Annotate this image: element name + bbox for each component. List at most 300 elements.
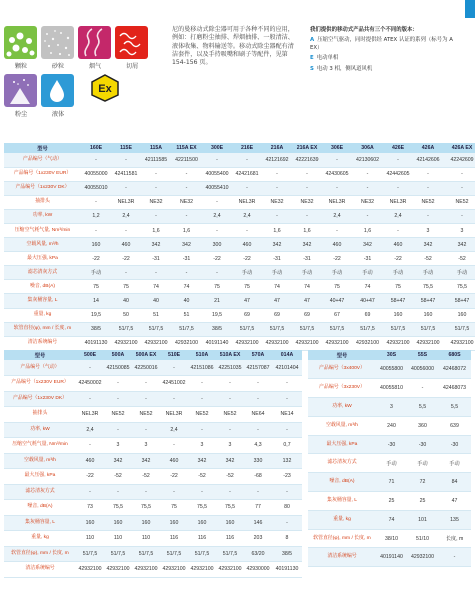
row-label: 产品编号（1x230V EUR） [4, 167, 81, 181]
table-cell: 47 [292, 294, 322, 308]
sand-icon [41, 26, 74, 59]
table-cell: 42932100 [132, 562, 160, 578]
table-cell: - [383, 181, 413, 195]
table-cell: -22 [160, 469, 188, 485]
table-cell: - [141, 181, 171, 195]
table-cell: 330 [244, 453, 272, 469]
table-cell: 42157087 [244, 360, 272, 376]
table-row [308, 529, 471, 548]
table-cell: - [244, 376, 272, 392]
row-label: 产品编号（3x230V） [308, 379, 376, 398]
table-cell: - [104, 422, 132, 438]
table-cell: 手动 [383, 266, 413, 280]
table-cell: -22 [383, 252, 413, 266]
table-cell: 1,6 [352, 223, 383, 237]
table-cell: 50 [111, 308, 141, 322]
table-cell: - [443, 167, 475, 181]
atex-label: Ex [98, 83, 112, 95]
table-cell: 58+47 [443, 294, 475, 308]
table-cell: 42932100 [232, 336, 262, 350]
header-column: 115A [141, 143, 171, 153]
table-cell: 75,5 [413, 280, 443, 294]
table-cell: - [81, 223, 111, 237]
table-row [4, 294, 475, 308]
row-label: 压缩空气耗气量, Nm³/min [4, 223, 81, 237]
table-cell: - [352, 167, 383, 181]
table-cell: -22 [232, 252, 262, 266]
table-cell: - [202, 195, 232, 209]
table-cell: 3 [376, 398, 407, 417]
table-cell: 手动 [292, 266, 322, 280]
table-cell: 160 [413, 308, 443, 322]
table-cell: 75 [202, 280, 232, 294]
table-cell: 1,6 [292, 223, 322, 237]
table-cell: - [272, 391, 302, 407]
table-cell: 51/7,5 [443, 322, 475, 336]
table-cell: 1,2 [81, 209, 111, 223]
header-column: 426A [413, 143, 443, 153]
table-row [4, 360, 302, 376]
table-row [308, 492, 471, 511]
row-label: 产品编号（气动） [4, 153, 81, 167]
table-cell: 42932100 [292, 336, 322, 350]
table-cell: 74 [171, 280, 202, 294]
table-cell: 47 [262, 294, 292, 308]
table-row [4, 280, 475, 294]
table-cell: 342 [262, 238, 292, 252]
row-label: 清洁系统编号 [308, 548, 376, 567]
table-cell: - [438, 548, 471, 567]
header-column: 510E [160, 350, 188, 360]
table-cell: 75 [160, 500, 188, 516]
table-cell: 40055410 [202, 181, 232, 195]
table-cell: -31 [171, 252, 202, 266]
header-column: 306E [322, 143, 352, 153]
app-label: 切屑 [125, 63, 139, 70]
table-cell: - [262, 181, 292, 195]
table-cell: 42111585 [141, 153, 171, 167]
table-cell: NE64 [244, 407, 272, 423]
app-dust [4, 74, 38, 118]
table-cell: 3 [104, 438, 132, 454]
table-cell: - [272, 515, 302, 531]
table-cell: - [111, 181, 141, 195]
table-cell: 77 [244, 500, 272, 516]
table-cell: 51/7,5 [76, 546, 104, 562]
row-label: 软管直径(φ), mm / 长度, m [308, 529, 376, 548]
table-cell: 42211500 [171, 153, 202, 167]
table-cell: 手动 [376, 454, 407, 473]
table-cell: NE32 [352, 195, 383, 209]
table-row [308, 435, 471, 454]
table-row [308, 360, 471, 379]
table-cell: NEL3R [111, 195, 141, 209]
table-cell: 74 [376, 510, 407, 529]
header-model: 型号 [308, 350, 376, 360]
table-cell: - [216, 422, 244, 438]
table-cell: 42450002 [76, 376, 104, 392]
table-row [308, 416, 471, 435]
table-cell: - [141, 167, 171, 181]
table-cell: - [292, 209, 322, 223]
table-cell: 460 [322, 238, 352, 252]
table-cell: 110 [104, 531, 132, 547]
table-cell: - [188, 484, 216, 500]
row-label: 最大压强, kPa [4, 469, 76, 485]
table-cell: 25 [407, 492, 438, 511]
table-cell: - [216, 391, 244, 407]
table-cell: 42932100 [262, 336, 292, 350]
table-cell: 74 [262, 280, 292, 294]
version-item: A 压缩空气驱动，同时提供经 ATEX 认证的系列（标号为 A EX） [310, 37, 453, 51]
table-cell: 116 [216, 531, 244, 547]
table-cell: - [202, 223, 232, 237]
table-cell: - [104, 391, 132, 407]
header-column: 510A [188, 350, 216, 360]
header-column: 426A EX [443, 143, 475, 153]
table-cell: - [132, 376, 160, 392]
table-cell: - [322, 181, 352, 195]
table-cell: 51/7,5 [111, 322, 141, 336]
table-cell: 110 [132, 531, 160, 547]
row-label: 集灰桶容量, L [308, 492, 376, 511]
table-cell: 手动 [322, 266, 352, 280]
table-cell: 116 [160, 531, 188, 547]
table-cell: 342 [352, 238, 383, 252]
table-cell: 240 [376, 416, 407, 435]
table-cell: - [322, 153, 352, 167]
table-cell: 69 [352, 308, 383, 322]
table-cell: - [188, 391, 216, 407]
header-column: 306A [352, 143, 383, 153]
table-cell: -31 [262, 252, 292, 266]
row-label: 清洁系统编号 [4, 336, 81, 350]
table-cell: 342 [132, 453, 160, 469]
table-cell: 40191130 [272, 562, 302, 578]
row-label: 抽排头 [4, 195, 81, 209]
table-row [4, 181, 475, 195]
table-cell: - [216, 484, 244, 500]
table-cell: NE52 [443, 195, 475, 209]
table-cell: 42151086 [188, 360, 216, 376]
table-cell: 1,6 [262, 223, 292, 237]
row-label: 产品编号（3x400V） [308, 360, 376, 379]
table-cell: 460 [111, 238, 141, 252]
table-cell: 14 [81, 294, 111, 308]
row-label: 功率, kW [4, 209, 81, 223]
table-cell: - [407, 379, 438, 398]
row-label: 滤芯清灰方式 [4, 484, 76, 500]
table-cell: -31 [141, 252, 171, 266]
table-cell: 42251035 [216, 360, 244, 376]
table-cell: 5,5 [438, 398, 471, 417]
table-cell: - [232, 223, 262, 237]
table-cell: 203 [244, 531, 272, 547]
table-cell: NE52 [413, 195, 443, 209]
table-cell: 42932100 [141, 336, 171, 350]
row-label: 重量, kg [308, 510, 376, 529]
table-cell: 42242609 [443, 153, 475, 167]
table-row [4, 500, 302, 516]
table-cell: - [202, 266, 232, 280]
table-cell: -52 [132, 469, 160, 485]
table-cell: -31 [352, 252, 383, 266]
table-cell: 40191140 [202, 336, 232, 350]
table-row [4, 336, 475, 350]
table-cell: - [76, 391, 104, 407]
table-cell: 74 [352, 280, 383, 294]
table-cell: 80 [272, 500, 302, 516]
table-cell: NEL3R [160, 407, 188, 423]
table-row [308, 548, 471, 567]
table-row [4, 308, 475, 322]
table-cell: 40 [141, 294, 171, 308]
spec-table-mobile-1 [4, 143, 475, 351]
versions-title: 我们提供的移动式产品共有三个不同的版本： [310, 27, 418, 33]
row-label: 产品编号（1x230V DK） [4, 181, 81, 195]
table-cell: -52 [443, 252, 475, 266]
table-row [4, 238, 475, 252]
table-cell: 360 [407, 416, 438, 435]
row-label: 噪音, dB(A) [4, 280, 81, 294]
table-cell: 110 [76, 531, 104, 547]
page-edge-marker [465, 0, 475, 18]
table-cell: 160 [76, 515, 104, 531]
granules-icon [4, 26, 37, 59]
table-cell: 75,5 [188, 500, 216, 516]
table-cell: 160 [104, 515, 132, 531]
table-row [4, 531, 302, 547]
table-cell: NE52 [104, 407, 132, 423]
table-cell: 300 [202, 238, 232, 252]
row-label: 空载风量, m³/h [4, 238, 81, 252]
table-cell: - [262, 209, 292, 223]
table-cell: 40055000 [81, 167, 111, 181]
table-cell: 460 [232, 238, 262, 252]
table-cell: 3 [132, 438, 160, 454]
table-cell: NE32 [262, 195, 292, 209]
table-cell: 38/5 [202, 322, 232, 336]
table-cell: - [132, 484, 160, 500]
table-cell: 4,3 [244, 438, 272, 454]
header-column: 680S [438, 350, 471, 360]
table-cell: - [443, 181, 475, 195]
table-cell: 75 [232, 280, 262, 294]
table-cell: NEL3R [383, 195, 413, 209]
table-cell: - [383, 223, 413, 237]
app-label: 粉尘 [14, 111, 28, 118]
table-row [4, 391, 302, 407]
table-cell: - [244, 484, 272, 500]
table-cell: 19,5 [202, 308, 232, 322]
table-cell: 75 [81, 280, 111, 294]
table-cell: 42932100 [171, 336, 202, 350]
table-row [4, 422, 302, 438]
version-item: E 电动单相 [310, 55, 339, 61]
table-cell: 135 [438, 510, 471, 529]
table-cell: 42930000 [244, 562, 272, 578]
table-cell: 42932100 [188, 562, 216, 578]
table-row [4, 153, 475, 167]
table-cell: -23 [272, 469, 302, 485]
table-cell: 1,6 [141, 223, 171, 237]
header-column: 426E [383, 143, 413, 153]
table-cell: NE52 [216, 407, 244, 423]
app-chips [115, 26, 149, 70]
row-label: 清洁系统编号 [4, 562, 76, 578]
table-cell: 47 [438, 492, 471, 511]
table-cell: 67 [322, 308, 352, 322]
table-cell: 51 [171, 308, 202, 322]
table-row [308, 473, 471, 492]
table-cell: 40055010 [81, 181, 111, 195]
table-cell: - [171, 266, 202, 280]
table-cell: 手动 [81, 266, 111, 280]
header-column: 570A [244, 350, 272, 360]
table-cell: 0,7 [272, 438, 302, 454]
table-cell: 2,4 [383, 209, 413, 223]
table-row [4, 266, 475, 280]
table-cell: - [76, 438, 104, 454]
table-cell: 42932100 [104, 562, 132, 578]
table-cell: 2,4 [202, 209, 232, 223]
app-liquid [41, 74, 75, 118]
table-cell: 42250016 [132, 360, 160, 376]
table-cell: 手动 [232, 266, 262, 280]
table-cell: 160 [188, 515, 216, 531]
table-cell: 42150085 [104, 360, 132, 376]
table-cell: 51/7,5 [132, 546, 160, 562]
table-cell: 38/5 [272, 546, 302, 562]
table-cell: 手动 [413, 266, 443, 280]
table-cell: 75,5 [104, 500, 132, 516]
table-cell: 42932100 [216, 562, 244, 578]
table-cell: -52 [104, 469, 132, 485]
table-cell: - [76, 360, 104, 376]
table-cell: - [292, 181, 322, 195]
table-cell: 84 [438, 473, 471, 492]
table-cell: 40+47 [352, 294, 383, 308]
header-column: 014A [272, 350, 302, 360]
table-cell: 72 [407, 473, 438, 492]
header-column: 500A EX [132, 350, 160, 360]
table-cell: 51/7,5 [322, 322, 352, 336]
row-label: 产品编号（气动） [4, 360, 76, 376]
table-row [4, 195, 475, 209]
table-cell: 42468072 [438, 360, 471, 379]
table-cell: 51/7,5 [232, 322, 262, 336]
table-cell: 160 [81, 238, 111, 252]
table-cell: NEL3R [76, 407, 104, 423]
row-label: 滤芯清灰方式 [308, 454, 376, 473]
table-cell: 42932100 [352, 336, 383, 350]
table-cell: 长度, m [438, 529, 471, 548]
header-column: 216E [232, 143, 262, 153]
table-row [4, 223, 475, 237]
table-cell: - [111, 266, 141, 280]
table-cell: 69 [262, 308, 292, 322]
table-cell: NE32 [292, 195, 322, 209]
header-column: 300E [202, 143, 232, 153]
table-cell: - [104, 376, 132, 392]
table-cell: - [232, 153, 262, 167]
table-cell: 40191140 [376, 548, 407, 567]
header-column: 30S [376, 350, 407, 360]
table-cell: - [188, 376, 216, 392]
table-cell: 460 [76, 453, 104, 469]
table-cell: 40055400 [202, 167, 232, 181]
table-cell: - [160, 484, 188, 500]
table-row [4, 562, 302, 578]
table-cell: 132 [272, 453, 302, 469]
table-cell: - [111, 223, 141, 237]
table-cell: - [171, 181, 202, 195]
table-cell: 38/10 [376, 529, 407, 548]
table-cell: 47 [232, 294, 262, 308]
table-cell: 51 [141, 308, 171, 322]
table-cell: 2,4 [111, 209, 141, 223]
table-row [4, 453, 302, 469]
table-cell: 2,4 [160, 422, 188, 438]
table-cell: 40+47 [322, 294, 352, 308]
row-label: 软管直径(φ), mm / 长度, m [4, 546, 76, 562]
row-label: 压缩空气耗气量, Nm³/min [4, 438, 76, 454]
table-cell: 460 [383, 238, 413, 252]
table-cell: 58+47 [413, 294, 443, 308]
table-cell: -52 [188, 469, 216, 485]
table-cell: NE52 [188, 407, 216, 423]
table-cell: - [141, 266, 171, 280]
table-cell: - [188, 422, 216, 438]
table-row [4, 438, 302, 454]
table-row [4, 209, 475, 223]
table-cell: - [171, 167, 202, 181]
table-cell: - [132, 391, 160, 407]
table-cell: NE32 [171, 195, 202, 209]
spec-table-mobile-2 [4, 350, 302, 578]
table-cell: 160 [160, 515, 188, 531]
table-cell: -22 [322, 252, 352, 266]
table-cell: 手动 [352, 266, 383, 280]
table-cell: 40056000 [407, 360, 438, 379]
liquid-icon [41, 74, 74, 107]
table-cell: NEL3R [322, 195, 352, 209]
table-cell: -30 [438, 435, 471, 454]
table-cell: 40055800 [376, 360, 407, 379]
table-cell: 手动 [262, 266, 292, 280]
table-cell: 3 [413, 223, 443, 237]
table-cell: 42932100 [160, 562, 188, 578]
table-row [4, 252, 475, 266]
table-cell: 63/20 [244, 546, 272, 562]
table-cell: -22 [202, 252, 232, 266]
table-cell: 51/7,5 [188, 546, 216, 562]
table-cell: - [141, 209, 171, 223]
table-cell: - [216, 376, 244, 392]
row-label: 空载风量, m³/h [4, 453, 76, 469]
table-cell: 342 [141, 238, 171, 252]
dust-icon [4, 74, 37, 107]
table-cell: 42121692 [262, 153, 292, 167]
app-label: 液体 [51, 111, 65, 118]
chips-icon [115, 26, 148, 59]
table-cell: 42932100 [413, 336, 443, 350]
table-cell: - [443, 209, 475, 223]
header-column: 216A [262, 143, 292, 153]
table-cell: 1,6 [171, 223, 202, 237]
table-cell: NE52 [132, 407, 160, 423]
table-cell: 101 [407, 510, 438, 529]
